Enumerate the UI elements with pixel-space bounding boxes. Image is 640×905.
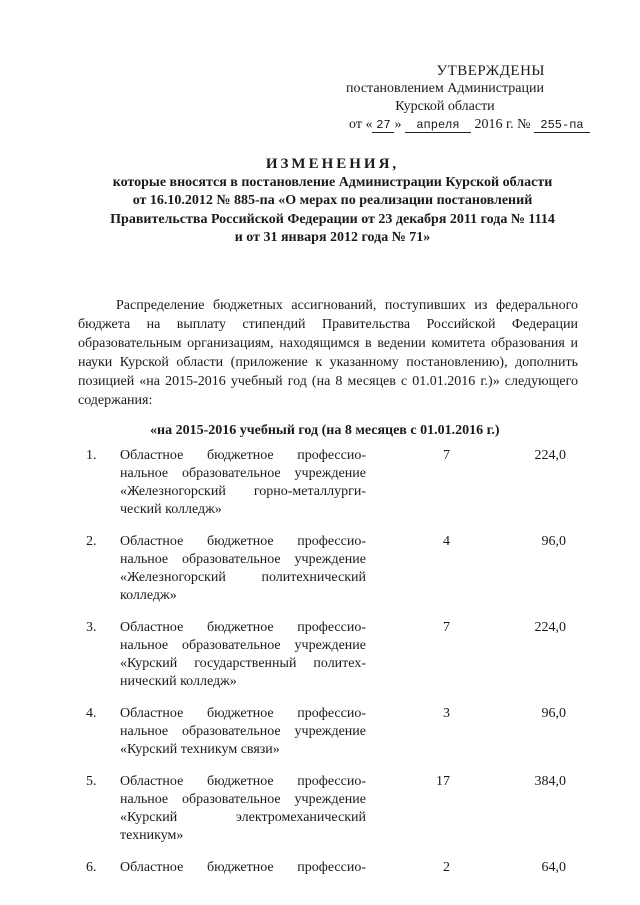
row-organization-line: Областное бюджетное профессио- — [120, 774, 366, 789]
approval-title: УТВЕРЖДЕНЫ — [436, 63, 545, 79]
row-organization — [120, 773, 366, 845]
row-organization-line: «Курский государственный политех- — [120, 656, 366, 671]
row-spacer-cell — [86, 845, 566, 859]
approval-line-1: постановлением Администрации — [346, 81, 544, 96]
row-organization-line: ческий колледж» — [120, 502, 222, 517]
row-spacer-cell — [86, 605, 566, 619]
row-organization-line: нальное образовательное учреждение — [120, 466, 366, 481]
row-number: 5. — [86, 774, 97, 789]
row-amount: 64,0 — [541, 860, 566, 875]
row-number: 1. — [86, 448, 97, 463]
row-organization — [120, 447, 366, 519]
row-amount: 384,0 — [534, 774, 566, 789]
row-organization — [120, 533, 366, 605]
table-row — [86, 447, 566, 519]
doc-number: 255-па — [534, 118, 590, 133]
row-organization — [120, 619, 366, 691]
row-spacer — [86, 845, 566, 859]
row-amount: 96,0 — [541, 706, 566, 721]
row-spacer — [86, 691, 566, 705]
intro-text: Распределение бюджетных ассигнований, поступивших из федерального бюджета на выплату стипендий Правительства Российской Федерации образовательным организациям, находящимся в ведении комитета образования и науки Курской области (приложение к указанному постановлению), дополнить позицией «на 2015-2016 учебный год (на 8 месяцев с 01.01.2016 г.)» следующего содержания: — [78, 298, 578, 408]
row-count: 3 — [443, 706, 450, 721]
table-row — [86, 859, 566, 877]
row-organization-line: колледж» — [120, 588, 177, 603]
date-month: апреля — [405, 118, 471, 133]
row-organization-line: «Железногорский политехнический — [120, 570, 366, 585]
row-number: 3. — [86, 620, 97, 635]
row-count: 4 — [443, 534, 450, 549]
row-spacer — [86, 759, 566, 773]
heading-line-4: и от 31 января 2012 года № 71» — [234, 230, 431, 245]
row-organization-line: нальное образовательное учреждение — [120, 638, 366, 653]
table-row — [86, 705, 566, 759]
row-organization-line: «Курский техникум связи» — [120, 742, 280, 757]
row-count: 7 — [443, 448, 450, 463]
row-organization-line: техникум» — [120, 828, 184, 843]
row-organization-line: нальное образовательное учреждение — [120, 552, 366, 567]
date-prefix: от « — [349, 117, 373, 132]
row-spacer — [86, 519, 566, 533]
row-organization-line: нический колледж» — [120, 674, 237, 689]
row-spacer-cell — [86, 519, 566, 533]
table-row — [86, 533, 566, 605]
row-organization-line: нальное образовательное учреждение — [120, 792, 366, 807]
row-amount: 96,0 — [541, 534, 566, 549]
row-organization-line: «Курский электромеханический — [120, 810, 366, 825]
row-organization-line: Областное бюджетное профессио- — [120, 534, 366, 549]
date-mid: » — [394, 117, 402, 132]
row-amount: 224,0 — [534, 448, 566, 463]
row-count: 2 — [443, 860, 450, 875]
date-day: 27 — [372, 118, 394, 133]
row-organization-line: Областное бюджетное профессио- — [120, 620, 366, 635]
row-organization-line: Областное бюджетное профессио- — [120, 860, 366, 875]
approval-date-line — [300, 116, 590, 134]
row-organization-line: «Железногорский горно-металлурги- — [120, 484, 366, 499]
row-spacer-cell — [86, 759, 566, 773]
table-row — [86, 619, 566, 691]
document-heading — [60, 155, 605, 248]
row-number: 6. — [86, 860, 97, 875]
row-count: 17 — [436, 774, 450, 789]
row-amount: 224,0 — [534, 620, 566, 635]
row-spacer-cell — [86, 691, 566, 705]
date-year: 2016 г. № — [474, 117, 531, 132]
row-organization — [120, 859, 366, 877]
heading-line-1: которые вносятся в постановление Администрации Курской области — [112, 174, 553, 190]
intro-paragraph — [78, 296, 578, 410]
allocation-table — [86, 447, 566, 877]
heading-line-3: Правительства Российской Федерации от 23 декабря 2011 года № 1114 — [110, 211, 555, 227]
section-title: «на 2015-2016 учебный год (на 8 месяцев с 01.01.2016 г.) — [150, 423, 500, 438]
row-count: 7 — [443, 620, 450, 635]
row-spacer — [86, 605, 566, 619]
row-number: 4. — [86, 706, 97, 721]
heading-title: ИЗМЕНЕНИЯ, — [265, 156, 400, 172]
approval-line-2: Курской области — [395, 99, 495, 114]
row-organization-line: нальное образовательное учреждение — [120, 724, 366, 739]
heading-line-2: от 16.10.2012 № 885-па «О мерах по реализации постановлений — [132, 193, 533, 208]
row-organization-line: Областное бюджетное профессио- — [120, 706, 366, 721]
table-row — [86, 773, 566, 845]
row-organization-line: Областное бюджетное профессио- — [120, 448, 366, 463]
approval-block — [300, 62, 590, 134]
row-organization — [120, 705, 366, 759]
row-number: 2. — [86, 534, 97, 549]
